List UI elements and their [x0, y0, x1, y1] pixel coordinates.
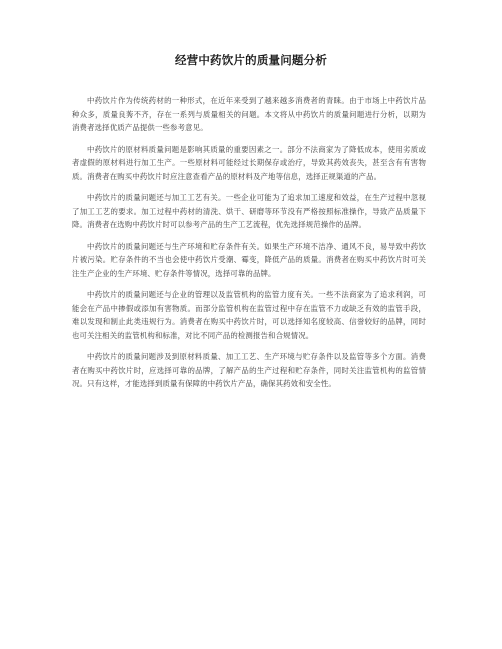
- paragraph-environment-storage: 中药饮片的质量问题还与生产环境和贮存条件有关。如果生产环境不洁净、通风不良，易导致中药饮片被污染。贮存条件的不当也会使中药饮片受潮、霉变，降低产品的质量。消费者在购买中药饮片时可关注生产企业的生产环境、贮存条件等情况，选择可靠的品牌。: [72, 241, 426, 278]
- document-title: 经营中药饮片的质量问题分析: [174, 53, 328, 67]
- document-body: [72, 94, 426, 399]
- paragraph-processing: 中药饮片的质量问题还与加工工艺有关。一些企业可能为了追求加工速度和效益，在生产过程中忽视了加工工艺的要求。加工过程中药材的清洗、烘干、研磨等环节没有严格按照标准操作，导致产品质量下降。消费者在选购中药饮片时可以参考产品的生产工艺流程，优先选择规范操作的品牌。: [72, 193, 426, 229]
- paragraph-intro: 中药饮片作为传统药材的一种形式，在近年来受到了越来越多消费者的青睐。由于市场上中药饮片品种众多，质量良莠不齐，存在一系列与质量相关的问题。本文将从中药饮片的质量问题进行分析，以期为消费者选择优质产品提供一些参考意见。: [72, 96, 426, 132]
- paragraph-raw-materials: 中药饮片的原材料质量问题是影响其质量的重要因素之一。部分不法商家为了降低成本，使用劣质或者虚假的原材料进行加工生产。一些原材料可能经过长期保存或治疗，导致其药效丧失，甚至含有有害物质。消费者在购买中药饮片时应注意查看产品的原材料及产地等信息，选择正规渠道的产品。: [72, 144, 426, 181]
- paragraph-management-supervision: 中药饮片的质量问题还与企业的管理以及监管机构的监管力度有关。一些不法商家为了追求利润，可能会在产品中掺假或添加有害物质。而部分监管机构在监管过程中存在监管不力或缺乏有效的监管手段，难以发现和制止此类违规行为。消费者在购买中药饮片时，可以选择知名度较高、信誉较好的品牌，同时也可关注相关的监管机构和标准，对比不同产品的检测报告和合规情况。: [72, 290, 426, 340]
- paragraph-conclusion: 中药饮片的质量问题涉及到原材料质量、加工工艺、生产环境与贮存条件以及监管等多个方面。消费者在购买中药饮片时，应选择可靠的品牌，了解产品的生产过程和贮存条件，同时关注监管机构的监管情况。只有这样，才能选择到质量有保障的中药饮片产品，确保其药效和安全性。: [72, 352, 426, 388]
